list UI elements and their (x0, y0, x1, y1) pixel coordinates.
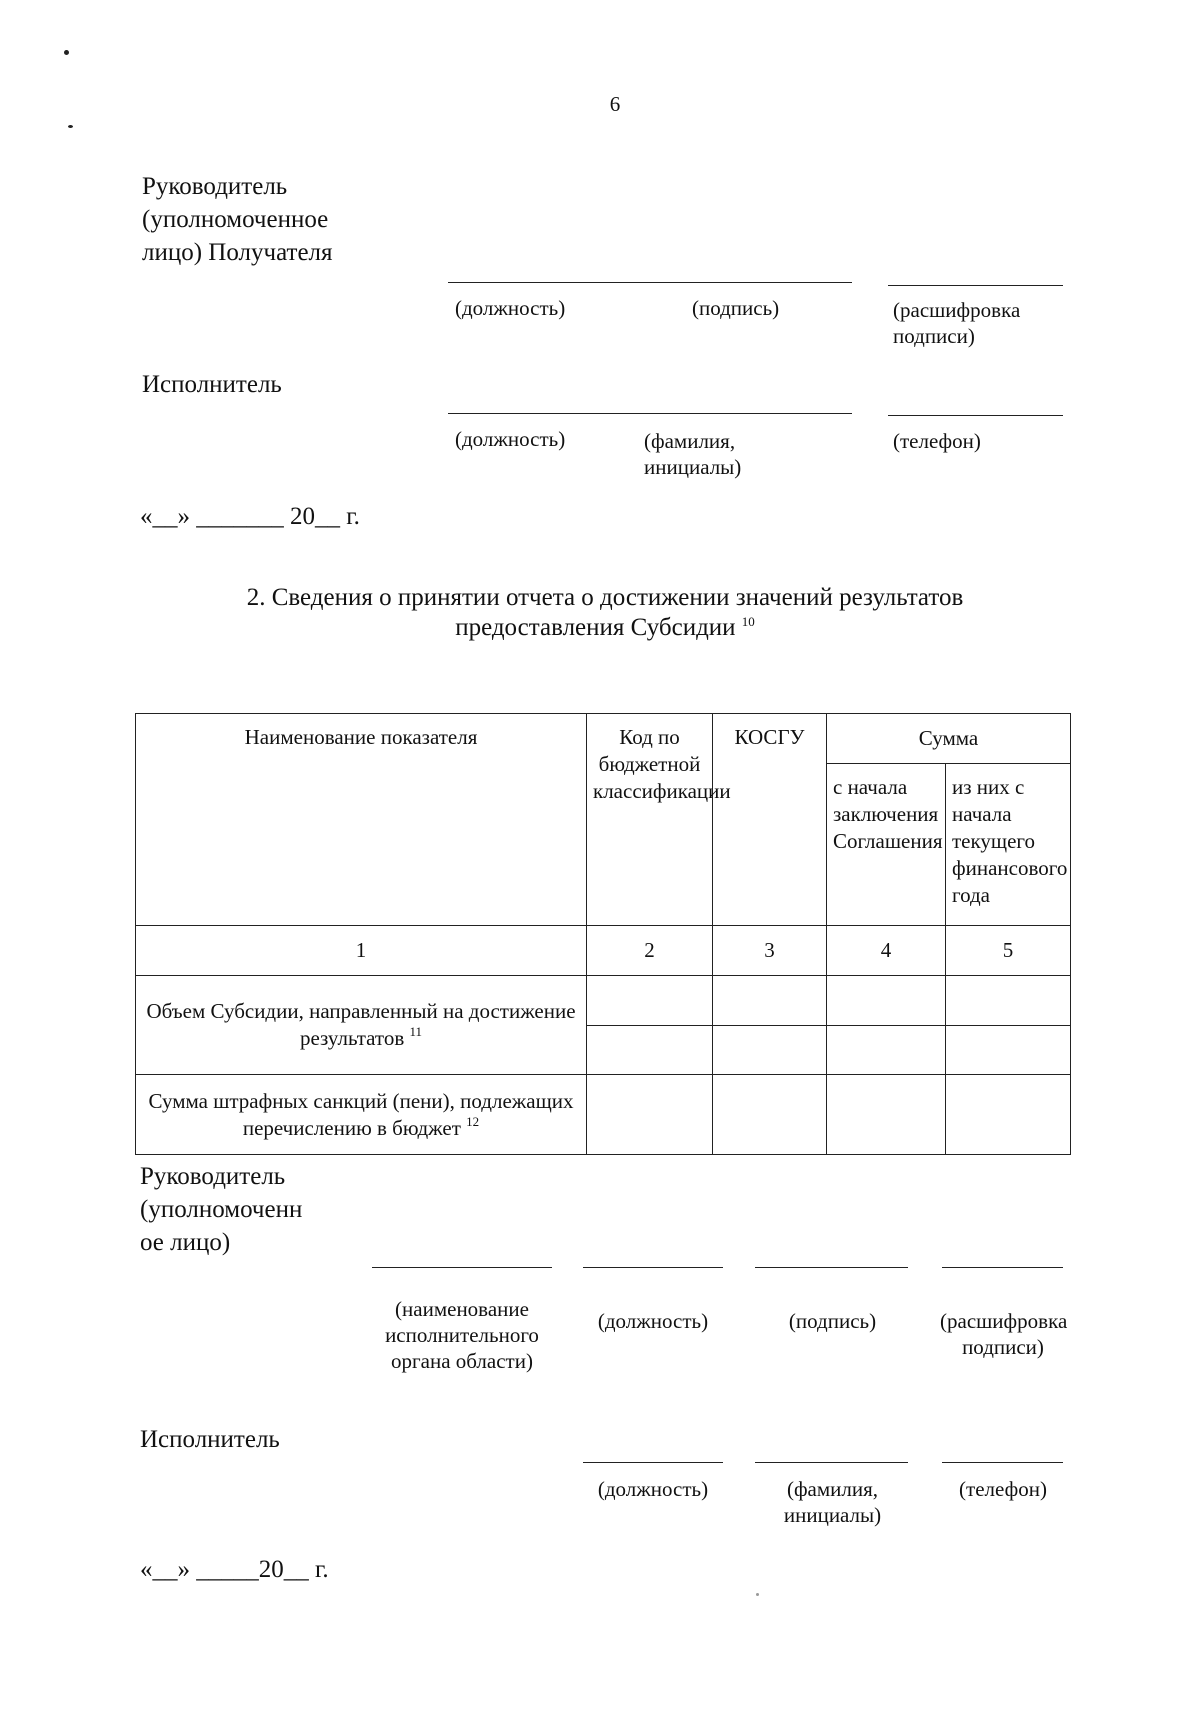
recipient-position-signature-line[interactable] (448, 282, 852, 283)
authority-date-field[interactable]: «__» _____20__ г. (140, 1556, 329, 1583)
table-cell-input[interactable] (827, 1026, 946, 1075)
column-number: 1 (136, 926, 587, 976)
footnote-ref: 10 (741, 614, 755, 629)
header-current-year: из них с начала текущего финансового года (946, 764, 1071, 926)
caption-position: (должность) (597, 1309, 709, 1333)
header-kosgu: КОСГУ (713, 714, 827, 926)
table-cell-input[interactable] (713, 1075, 827, 1155)
executor-caption-name: (фамилия, инициалы) (783, 1477, 882, 1527)
recipient-head-line: лицо) Получателя (142, 239, 333, 266)
header-since-start: с начала заключения Соглашения (827, 764, 946, 926)
authority-head-line: (уполномоченн (140, 1196, 303, 1223)
caption-decoding: (расшифровка подписи) (893, 298, 1021, 348)
recipient-head-line: Руководитель (142, 173, 288, 200)
column-number: 5 (946, 926, 1071, 976)
executor-caption-position: (должность) (455, 427, 566, 451)
table-cell-input[interactable] (946, 976, 1071, 1026)
scan-speck (68, 125, 73, 128)
row-label-penalties: Сумма штрафных санкций (пени), подлежащих перечислению в бюджет $^{12}$ (136, 1075, 587, 1155)
recipient-executor-label: Исполнитель (142, 371, 282, 398)
footnote-ref: 12 (466, 1113, 480, 1129)
authority-executor-phone-line[interactable] (942, 1462, 1063, 1463)
recipient-head-line: (уполномоченное (142, 206, 329, 233)
table-cell-input[interactable] (587, 976, 713, 1026)
recipient-head-label (142, 170, 422, 269)
authority-signature-line[interactable] (755, 1267, 908, 1268)
recipient-executor-line[interactable] (448, 413, 852, 414)
table-cell-input[interactable] (587, 1026, 713, 1075)
caption-position: (должность) (455, 296, 566, 320)
column-number: 4 (827, 926, 946, 976)
section-title (130, 583, 1080, 643)
table-cell-input[interactable] (587, 1075, 713, 1155)
column-number: 3 (713, 926, 827, 976)
table-cell-input[interactable] (713, 1026, 827, 1075)
authority-executor-position-line[interactable] (583, 1462, 723, 1463)
authority-head-line: ое лицо) (140, 1229, 231, 1256)
results-report-table (135, 713, 1071, 1155)
executor-caption-phone: (телефон) (959, 1477, 1047, 1501)
caption-signature: (подпись) (692, 296, 780, 320)
authority-executor-label: Исполнитель (140, 1426, 280, 1453)
recipient-decoding-line[interactable] (888, 285, 1063, 286)
page-number: 6 (609, 92, 621, 116)
table-cell-input[interactable] (827, 976, 946, 1026)
executor-caption-name: (фамилия, инициалы) (644, 429, 742, 479)
caption-signature: (подпись) (788, 1309, 877, 1333)
authority-decoding-line[interactable] (942, 1267, 1063, 1268)
table-cell-input[interactable] (946, 1075, 1071, 1155)
authority-head-line: Руководитель (140, 1163, 286, 1190)
caption-decoding: (расшифровка подписи) (940, 1309, 1068, 1359)
recipient-executor-phone-line[interactable] (888, 415, 1063, 416)
row-label-subsidy-volume: Объем Субсидии, направленный на достижение результатов $^{11}$ (136, 976, 587, 1075)
caption-org: (наименование исполнительного органа области) (385, 1297, 539, 1373)
authority-executor-name-line[interactable] (755, 1462, 908, 1463)
table-cell-input[interactable] (713, 976, 827, 1026)
scan-speck (756, 1593, 759, 1596)
authority-org-line[interactable] (372, 1267, 552, 1268)
header-indicator: Наименование показателя (136, 714, 587, 926)
footnote-ref: 11 (409, 1024, 423, 1039)
section-title-line1: 2. Сведения о принятии отчета о достижении значений результатов (246, 584, 964, 611)
section-title-line2: предоставления Субсидии $^{10}$ (455, 614, 755, 641)
scan-speck (64, 50, 69, 55)
authority-position-line[interactable] (583, 1267, 723, 1268)
executor-caption-phone: (телефон) (893, 429, 981, 453)
column-number: 2 (587, 926, 713, 976)
recipient-date-field[interactable]: «__» _______ 20__ г. (140, 503, 360, 530)
table-cell-input[interactable] (827, 1075, 946, 1155)
header-sum: Сумма (827, 714, 1071, 764)
header-budget-code: Код по бюджетной классификации (587, 714, 713, 926)
table-cell-input[interactable] (946, 1026, 1071, 1075)
authority-head-label (140, 1160, 360, 1259)
executor-caption-position: (должность) (597, 1477, 709, 1501)
